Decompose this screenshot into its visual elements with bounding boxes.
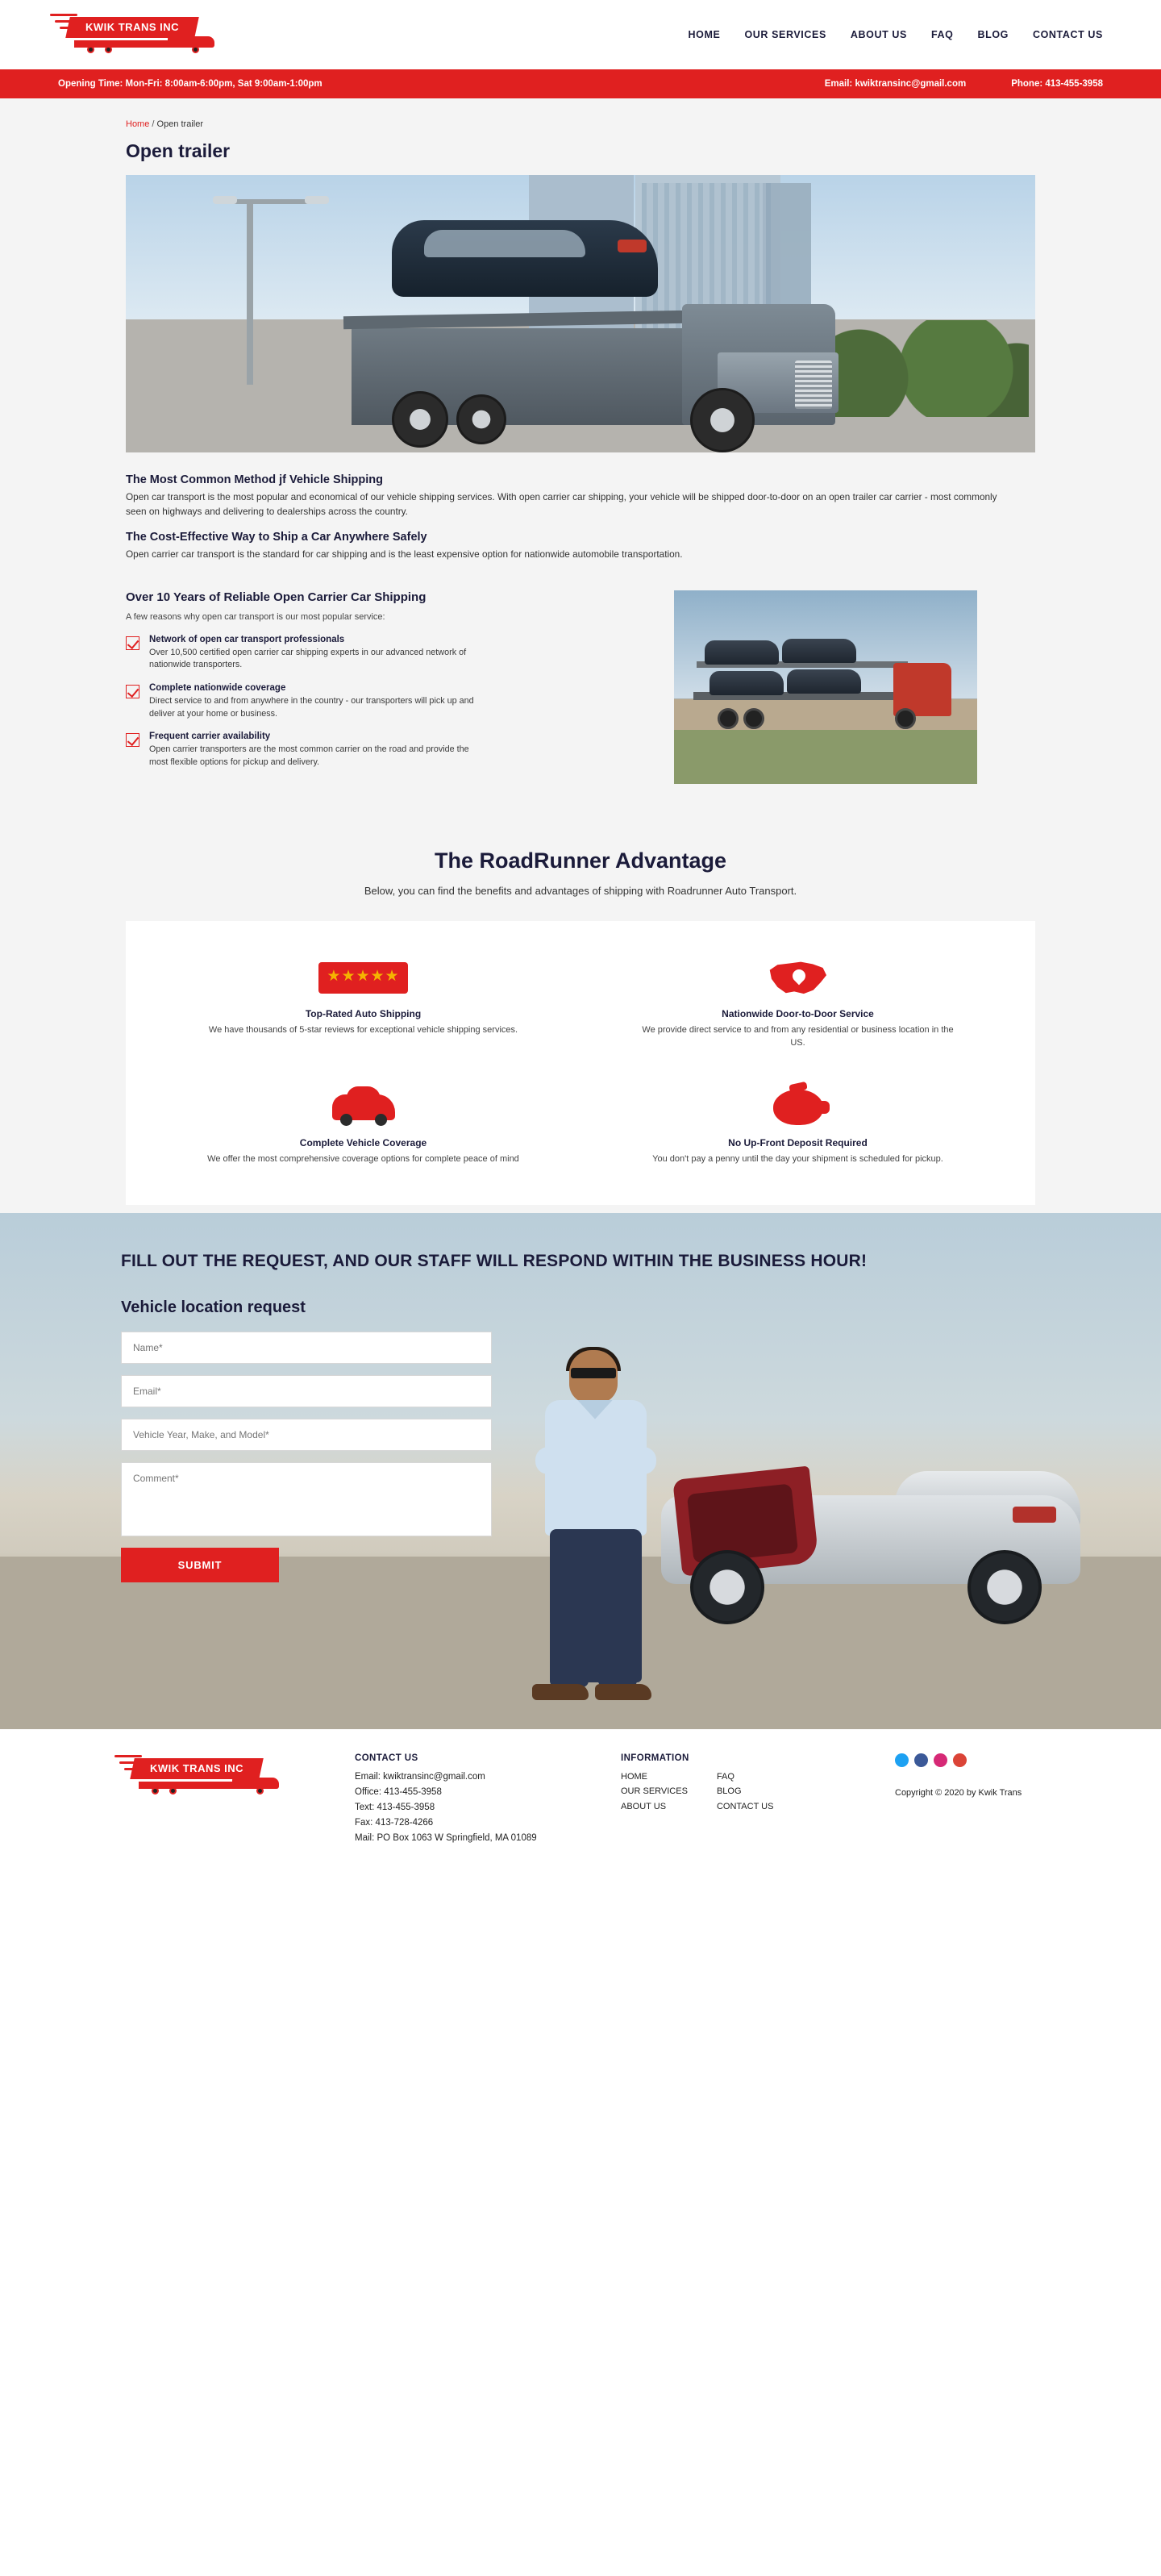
features-section <box>126 573 1035 816</box>
logo[interactable] <box>48 12 232 57</box>
footer-logo[interactable] <box>113 1753 322 1846</box>
footer-information <box>621 1753 863 1846</box>
info-bar <box>0 69 1161 98</box>
footer-right <box>895 1753 1072 1846</box>
photo-silver-convertible <box>661 1448 1080 1634</box>
advantage-item-title: Nationwide Door-to-Door Service <box>722 1007 874 1019</box>
advantage-lead: Below, you can find the benefits and advantages of shipping with Roadrunner Auto Transport. <box>364 884 797 897</box>
intro-body-1: Open car transport is the most popular and economical of our vehicle shipping services. With open carrier car shipping, your vehicle will be shipped door-to-door on an open trailer car carrier - most commonly seen on highways and delivering to dealerships across the country. <box>126 491 997 518</box>
facebook-icon[interactable] <box>914 1753 928 1767</box>
form-title: Vehicle location request <box>121 1298 306 1316</box>
opening-hours: Opening Time: Mon-Fri: 8:00am-6:00pm, Sat 9:00am-1:00pm <box>58 79 322 89</box>
logo-graphic <box>48 12 232 57</box>
advantage-item-title: No Up-Front Deposit Required <box>728 1136 868 1148</box>
feature-title: Frequent carrier availability <box>149 732 271 742</box>
nav-item-faq[interactable]: FAQ <box>930 29 954 40</box>
advantage-section <box>0 816 1161 1213</box>
email-input[interactable] <box>121 1375 492 1407</box>
advantage-item-desc: You don't pay a penny until the day your shipment is scheduled for pickup. <box>652 1153 943 1164</box>
intro-heading-2: The Cost-Effective Way to Ship a Car Anywhere Safely <box>126 530 427 544</box>
vehicle-input[interactable] <box>121 1419 492 1451</box>
feature-title: Network of open car transport professionals <box>149 634 345 644</box>
footer-contact-heading: CONTACT US <box>355 1753 418 1763</box>
submit-button[interactable]: SUBMIT <box>121 1548 279 1582</box>
feature-item <box>126 732 642 769</box>
vehicle-location-request-form <box>0 1271 452 1582</box>
feature-desc: Direct service to and from anywhere in the country - our transporters will pick up and deliver at your home or business. <box>149 696 474 719</box>
footer-logo-text: KWIK TRANS INC <box>149 1761 244 1774</box>
request-form-section <box>0 1213 1161 1729</box>
feature-title: Complete nationwide coverage <box>149 683 286 694</box>
footer-information-heading: INFORMATION <box>621 1753 689 1763</box>
check-icon <box>126 636 139 650</box>
five-stars-icon: ★★★★★ <box>318 962 407 994</box>
twitter-icon[interactable] <box>895 1753 909 1767</box>
us-map-pin-icon <box>768 960 828 997</box>
social-links <box>895 1753 1072 1767</box>
logo-plate <box>65 17 199 38</box>
advantage-item-desc: We offer the most comprehensive coverage options for complete peace of mind <box>207 1153 519 1164</box>
breadcrumb-home[interactable]: Home <box>126 119 150 129</box>
header-email[interactable]: Email: kwiktransinc@gmail.com <box>824 79 967 89</box>
page-title: Open trailer <box>126 140 231 161</box>
advantage-item-desc: We have thousands of 5-star reviews for exceptional vehicle shipping services. <box>208 1024 518 1035</box>
footer-contact-mail: Mail: PO Box 1063 W Springfield, MA 01089 <box>355 1832 537 1843</box>
breadcrumb <box>126 113 1035 132</box>
footer-contact-text: Text: 413-455-3958 <box>355 1802 435 1812</box>
nav-item-about-us[interactable]: ABOUT US <box>850 29 907 40</box>
advantage-item <box>174 1078 552 1173</box>
feature-item <box>126 635 642 672</box>
footer-link-faq[interactable]: FAQ <box>716 1771 734 1782</box>
header-phone[interactable]: Phone: 413-455-3958 <box>1011 79 1103 89</box>
nav-item-our-services[interactable]: OUR SERVICES <box>744 29 826 40</box>
check-icon <box>126 685 139 698</box>
feature-image-car-hauler <box>674 590 977 784</box>
intro-heading-1: The Most Common Method jf Vehicle Shipping <box>126 473 383 486</box>
nav-item-contact-us[interactable]: CONTACT US <box>1032 29 1103 40</box>
piggy-bank-icon <box>773 1090 823 1125</box>
comment-input[interactable] <box>121 1462 492 1536</box>
footer-contact <box>355 1753 589 1846</box>
nav-item-home[interactable]: HOME <box>688 29 721 40</box>
truck-icon <box>127 1778 281 1794</box>
advantage-item <box>174 948 552 1057</box>
feature-desc: Over 10,500 certified open carrier car shipping experts in our advanced network of nationwide transporters. <box>149 647 467 670</box>
footer-contact-fax: Fax: 413-728-4266 <box>355 1817 434 1828</box>
cta-headline: FILL OUT THE REQUEST, AND OUR STAFF WILL RESPOND WITHIN THE BUSINESS HOUR! <box>121 1251 868 1270</box>
red-car-icon <box>332 1094 395 1120</box>
truck-icon <box>63 36 216 52</box>
advantage-item <box>609 1078 987 1173</box>
main-navigation <box>689 29 1103 40</box>
advantage-item-title: Top-Rated Auto Shipping <box>305 1007 422 1019</box>
advantage-card-grid <box>126 921 1035 1205</box>
features-heading: Over 10 Years of Reliable Open Carrier Car Shipping <box>126 590 427 604</box>
footer-link-contact-us[interactable]: CONTACT US <box>716 1802 774 1812</box>
feature-desc: Open carrier transporters are the most common carrier on the road and provide the most flexible options for pickup and delivery. <box>149 744 469 768</box>
footer-link-about-us[interactable]: ABOUT US <box>621 1802 667 1812</box>
breadcrumb-current: Open trailer <box>156 119 204 129</box>
main-content <box>0 98 1161 1213</box>
hero-image-open-trailer-truck <box>126 175 1035 452</box>
advantage-item-desc: We provide direct service to and from any residential or business location in the US. <box>642 1024 954 1048</box>
copyright: Copyright © 2020 by Kwik Trans <box>895 1787 1022 1798</box>
advantage-title: The RoadRunner Advantage <box>434 848 727 873</box>
site-footer <box>0 1729 1161 1867</box>
feature-item <box>126 683 642 720</box>
footer-contact-office: Office: 413-455-3958 <box>355 1786 442 1797</box>
advantage-item <box>609 948 987 1057</box>
footer-logo-plate <box>130 1758 264 1779</box>
footer-link-our-services[interactable]: OUR SERVICES <box>621 1786 688 1797</box>
site-header <box>0 0 1161 69</box>
intro-body-2: Open carrier car transport is the standard for car shipping and is the least expensive option for nationwide automobile transportation. <box>126 548 683 560</box>
google-plus-icon[interactable] <box>953 1753 967 1767</box>
footer-contact-email: Email: kwiktransinc@gmail.com <box>355 1771 485 1782</box>
advantage-item-title: Complete Vehicle Coverage <box>299 1136 427 1148</box>
instagram-icon[interactable] <box>934 1753 947 1767</box>
footer-link-blog[interactable]: BLOG <box>716 1786 742 1797</box>
name-input[interactable] <box>121 1332 492 1364</box>
intro-text <box>126 452 1035 561</box>
logo-text: KWIK TRANS INC <box>85 21 180 33</box>
breadcrumb-separator: / <box>152 119 155 129</box>
check-icon <box>126 733 139 747</box>
nav-item-blog[interactable]: BLOG <box>977 29 1009 40</box>
footer-link-home[interactable]: HOME <box>621 1771 647 1782</box>
features-subtext: A few reasons why open car transport is our most popular service: <box>126 611 385 622</box>
